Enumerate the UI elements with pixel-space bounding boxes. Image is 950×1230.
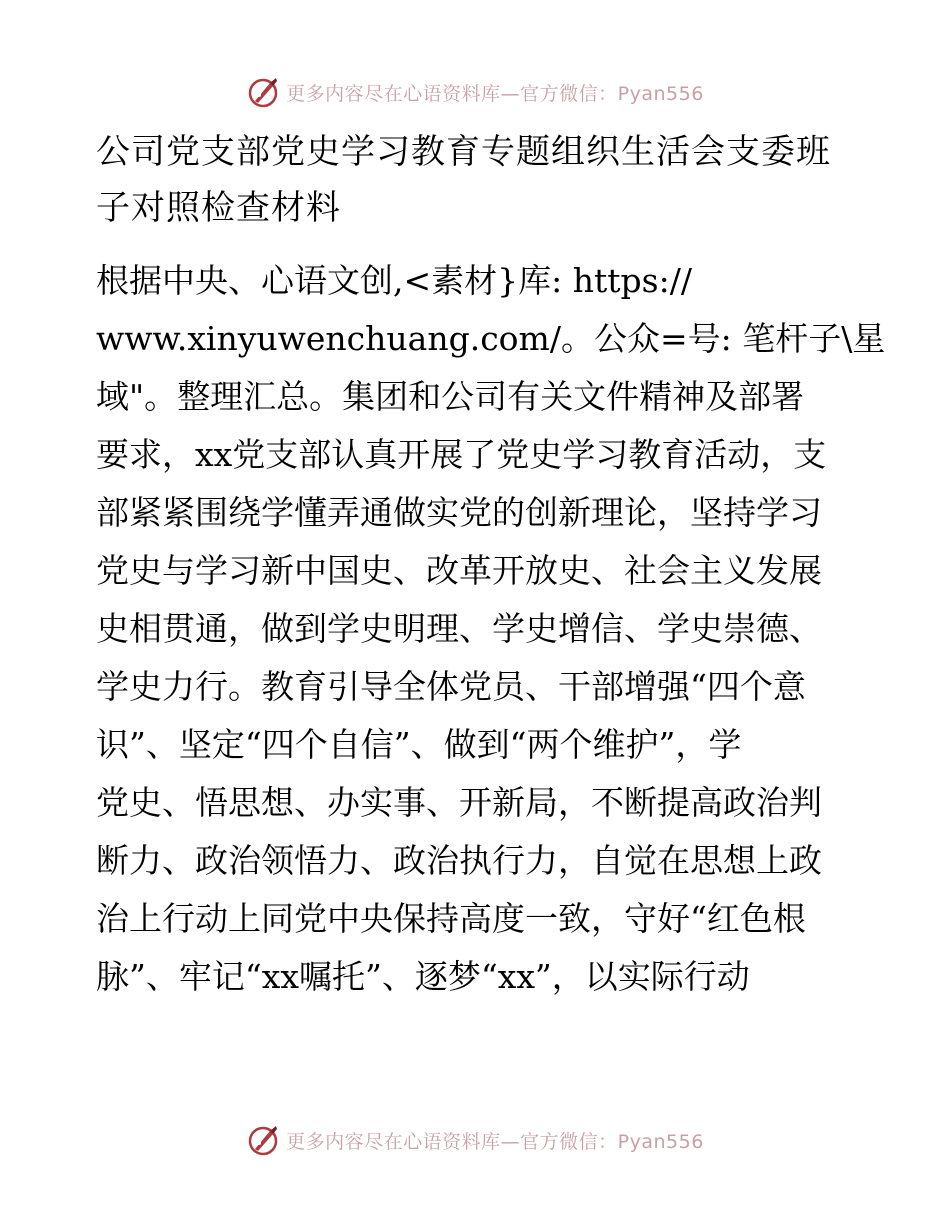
body-line: 党史与学习新中国史、改革开放史、社会主义发展 <box>96 551 822 590</box>
body-line: 部紧紧围绕学懂弄通做实党的创新理论，坚持学习 <box>96 493 822 532</box>
footer-watermark-banner <box>0 1120 950 1160</box>
body-line: 域"。整理汇总。集团和公司有关文件精神及部署 <box>96 377 805 416</box>
watermark-text: 更多内容尽在心语资料库—官方微信：Pyan556 <box>286 82 704 105</box>
body-line: 史相贯通，做到学史明理、学史增信、学史崇德、 <box>96 609 822 648</box>
title-line: 公司党支部党史学习教育专题组织生活会支委班 <box>96 132 831 172</box>
body-line: www.xinyuwenchuang.com/。公众=号: 笔杆子\星 <box>96 319 886 358</box>
body-line: 识”、坚定“四个自信”、做到“两个维护”，学 <box>96 725 742 764</box>
body-line: 要求，xx党支部认真开展了党史学习教育活动，支 <box>96 435 827 474</box>
quill-pen-icon <box>246 1123 280 1157</box>
body-line: 学史力行。教育引导全体党员、干部增强“四个意 <box>96 667 806 706</box>
header-watermark-banner <box>0 72 950 112</box>
watermark-text: 更多内容尽在心语资料库—官方微信：Pyan556 <box>286 1130 704 1153</box>
body-line: 脉”、牢记“xx嘱托”、逐梦“xx”，以实际行动 <box>96 957 750 996</box>
quill-pen-icon <box>246 75 280 109</box>
body-line: 断力、政治领悟力、政治执行力，自觉在思想上政 <box>96 841 822 880</box>
document-body <box>96 252 886 1006</box>
body-line: 治上行动上同党中央保持高度一致，守好“红色根 <box>96 899 806 938</box>
title-line: 子对照检查材料 <box>96 188 341 228</box>
body-line: 根据中央、心语文创,<素材}库: https:// <box>96 261 692 300</box>
document-title <box>96 124 856 236</box>
body-line: 党史、悟思想、办实事、开新局，不断提高政治判 <box>96 783 822 822</box>
